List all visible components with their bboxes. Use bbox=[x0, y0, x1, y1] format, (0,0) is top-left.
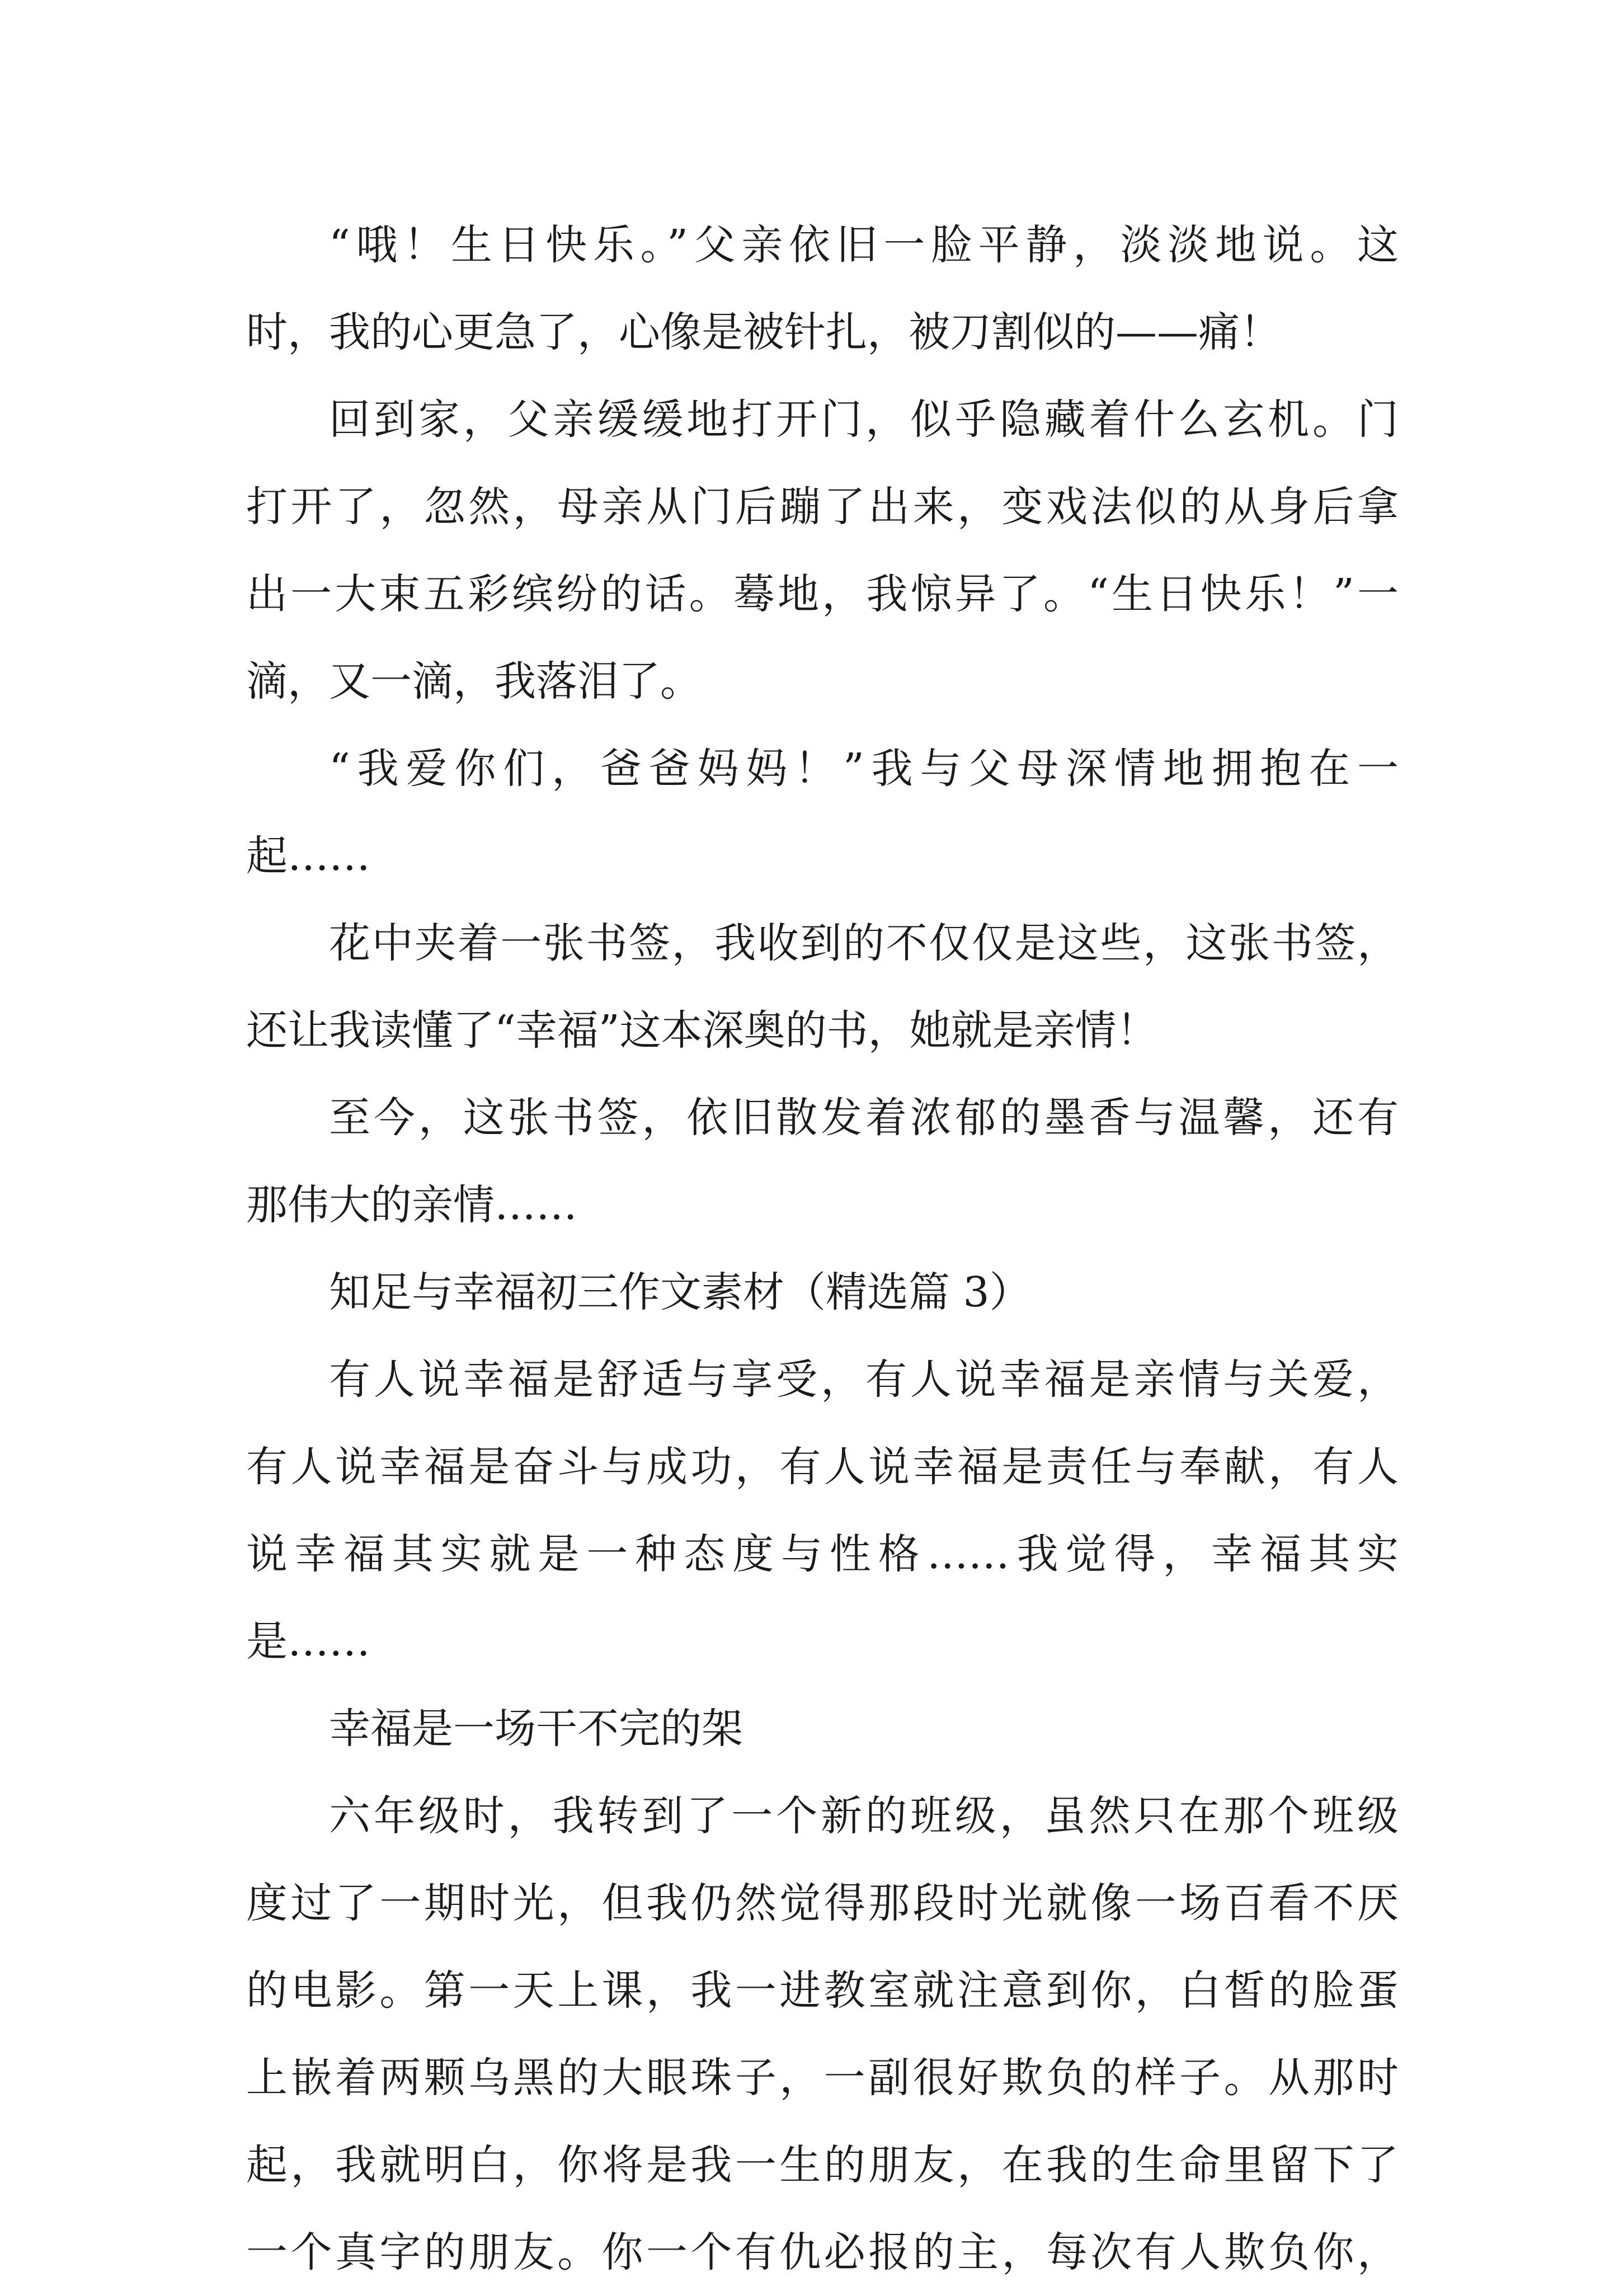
text-line: 起…… bbox=[246, 832, 370, 880]
text-line: 一个真字的朋友。你一个有仇必报的主，每次有人欺负你， bbox=[246, 2228, 1399, 2276]
text-line: 是…… bbox=[246, 1617, 370, 1665]
text-line: 度过了一期时光，但我仍然觉得那段时光就像一场百看不厌 bbox=[246, 1879, 1399, 1927]
text-line: 还让我读懂了“幸福”这本深奥的书，她就是亲情！ bbox=[246, 1006, 1158, 1055]
text-line: 出一大束五彩缤纷的话。蓦地，我惊异了。“生日快乐！”一 bbox=[246, 570, 1399, 618]
text-line: 打开了，忽然，母亲从门后蹦了出来，变戏法似的从身后拿 bbox=[246, 483, 1399, 531]
text-line: 说幸福其实就是一种态度与性格……我觉得，幸福其实 bbox=[246, 1530, 1399, 1578]
text-line: 的电影。第一天上课，我一进教室就注意到你，白皙的脸蛋 bbox=[246, 1966, 1399, 2015]
text-line: 六年级时，我转到了一个新的班级，虽然只在那个班级 bbox=[329, 1792, 1399, 1840]
text-line: 那伟大的亲情…… bbox=[246, 1181, 577, 1229]
text-line: 有人说幸福是舒适与享受，有人说幸福是亲情与关爱， bbox=[329, 1356, 1399, 1404]
text-line: 有人说幸福是奋斗与成功，有人说幸福是责任与奉献，有人 bbox=[246, 1443, 1399, 1491]
text-line: 回到家，父亲缓缓地打开门，似乎隐藏着什么玄机。门 bbox=[329, 396, 1399, 444]
text-line: 时，我的心更急了，心像是被针扎，被刀割似的——痛！ bbox=[246, 308, 1281, 356]
text-line: “我爱你们，爸爸妈妈！”我与父母深情地拥抱在一 bbox=[329, 745, 1399, 793]
text-line: 滴，又一滴，我落泪了。 bbox=[246, 657, 702, 705]
document-body bbox=[246, 201, 1399, 2296]
text-line: 花中夹着一张书签，我收到的不仅仅是这些，这张书签， bbox=[329, 919, 1399, 967]
text-line: 幸福是一场干不完的架 bbox=[329, 1705, 743, 1753]
text-line: 起，我就明白，你将是我一生的朋友，在我的生命里留下了 bbox=[246, 2141, 1399, 2189]
text-line: “哦！生日快乐。”父亲依旧一脸平静，淡淡地说。这 bbox=[329, 221, 1399, 269]
text-line: 知足与幸福初三作文素材（精选篇 3） bbox=[329, 1268, 1031, 1316]
text-line: 至今，这张书签，依旧散发着浓郁的墨香与温馨，还有 bbox=[329, 1094, 1399, 1142]
text-line: 上嵌着两颗乌黑的大眼珠子，一副很好欺负的样子。从那时 bbox=[246, 2054, 1399, 2102]
